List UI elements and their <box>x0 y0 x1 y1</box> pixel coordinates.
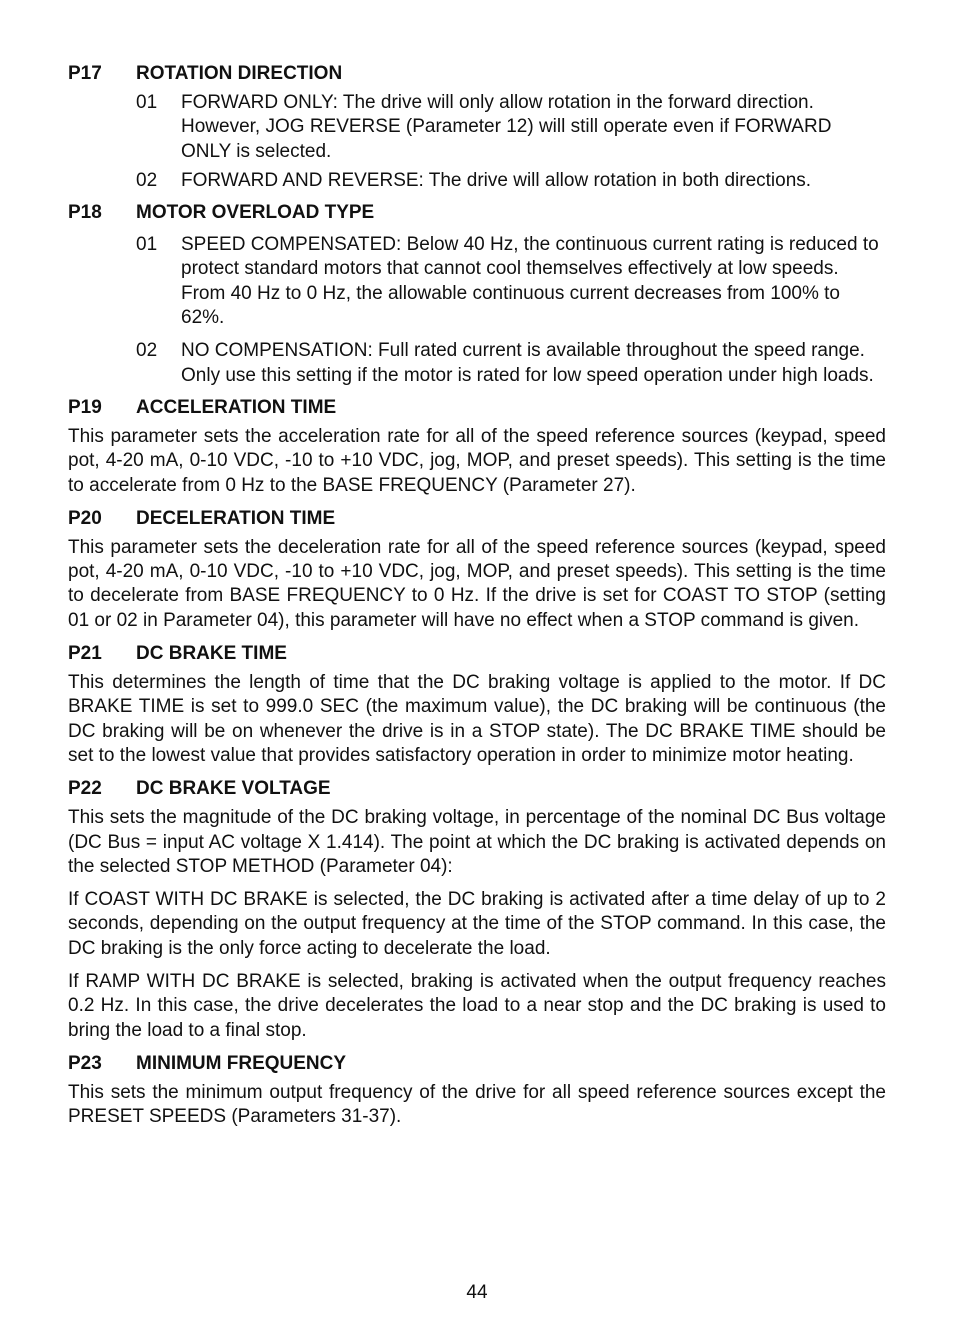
parameter-number: P21 <box>68 643 102 665</box>
section-heading-p18 <box>68 201 886 225</box>
manual-page-body <box>68 62 886 1130</box>
section-heading-p19 <box>68 396 886 420</box>
parameter-number: P22 <box>68 778 102 800</box>
parameter-title: DC BRAKE VOLTAGE <box>136 778 331 800</box>
section-heading-p22 <box>68 777 886 801</box>
section-heading-p20 <box>68 507 886 531</box>
page-number: 44 <box>466 1282 488 1303</box>
body-paragraph: This determines the length of time that the DC braking voltage is applied to the motor. If DC BRAKE TIME is set to 999.0 SEC (the maximum value), the DC braking will be continuous (the DC braking will be on whenever the drive is in a STOP state). The DC BRAKE TIME should be set to the lowest value that provides satisfactory operation in order to minimize motor heating. <box>68 672 886 766</box>
option-code: 01 <box>136 92 158 113</box>
body-paragraph: This sets the magnitude of the DC braking voltage, in percentage of the nominal DC Bus voltage (DC Bus = input AC voltage X 1.414). The point at which the DC braking is activated depends on the selected STOP METHOD (Parameter 04): <box>68 807 886 877</box>
option-code: 01 <box>136 234 158 256</box>
option-text: FORWARD ONLY: The drive will only allow rotation in the forward direction. However, JOG REVERSE (Parameter 12) will still operate even if FORWARD ONLY is selected. <box>181 92 832 162</box>
option-item <box>136 339 886 388</box>
option-code: 02 <box>136 340 158 362</box>
option-text: SPEED COMPENSATED: Below 40 Hz, the continuous current rating is reduced to protect standard motors that cannot cool themselves effectively at low speeds. From 40 Hz to 0 Hz, the allowable continuous current decreases from 100% to 62%. <box>181 234 879 329</box>
option-item <box>136 233 886 330</box>
option-text: NO COMPENSATION: Full rated current is available throughout the speed range. Only use this setting if the motor is rated for low speed operation under high loads. <box>181 340 874 386</box>
section-heading-p21 <box>68 642 886 666</box>
option-code: 02 <box>136 169 158 191</box>
parameter-number: P17 <box>68 63 102 84</box>
parameter-title: MOTOR OVERLOAD TYPE <box>136 202 375 224</box>
option-item <box>136 91 886 164</box>
parameter-title: MINIMUM FREQUENCY <box>136 1052 347 1074</box>
body-paragraph: This sets the minimum output frequency of the drive for all speed reference sources except the PRESET SPEEDS (Parameters 31-37). <box>68 1081 886 1128</box>
parameter-number: P23 <box>68 1052 102 1074</box>
option-text: FORWARD AND REVERSE: The drive will allow rotation in both directions. <box>181 169 812 191</box>
parameter-title: ROTATION DIRECTION <box>136 63 343 84</box>
body-paragraph: This parameter sets the acceleration rate for all of the speed reference sources (keypad, speed pot, 4-20 mA, 0-10 VDC, -10 to +10 VDC, jog, MOP, and preset speeds). This setting is the time to accelerate from 0 Hz to the BASE FREQUENCY (Parameter 27). <box>68 425 886 496</box>
section-heading-p17 <box>68 62 886 86</box>
body-paragraph: If COAST WITH DC BRAKE is selected, the DC braking is activated after a time delay of up to 2 seconds, depending on the output frequency at the time of the STOP command. In this case, the DC braking is the only force acting to decelerate the load. <box>68 889 886 959</box>
body-paragraph: This parameter sets the deceleration rate for all of the speed reference sources (keypad, speed pot, 4-20 mA, 0-10 VDC, -10 to +10 VDC, jog, MOP, and preset speeds). This setting is the time to decelerate from BASE FREQUENCY to 0 Hz. If the drive is set for COAST TO STOP (setting 01 or 02 in Parameter 04), this parameter will have no effect when a STOP command is given. <box>68 536 886 631</box>
section-heading-p23 <box>68 1052 886 1076</box>
parameter-title: ACCELERATION TIME <box>136 396 337 418</box>
parameter-title: DECELERATION TIME <box>136 507 336 529</box>
option-item <box>136 169 886 193</box>
parameter-number: P20 <box>68 507 102 529</box>
parameter-number: P18 <box>68 202 102 224</box>
body-paragraph: If RAMP WITH DC BRAKE is selected, braking is activated when the output frequency reaches 0.2 Hz. In this case, the drive decelerates the load to a near stop and the DC braking is used to bring the load to a final stop. <box>68 971 886 1041</box>
parameter-title: DC BRAKE TIME <box>136 643 287 665</box>
parameter-number: P19 <box>68 396 102 418</box>
